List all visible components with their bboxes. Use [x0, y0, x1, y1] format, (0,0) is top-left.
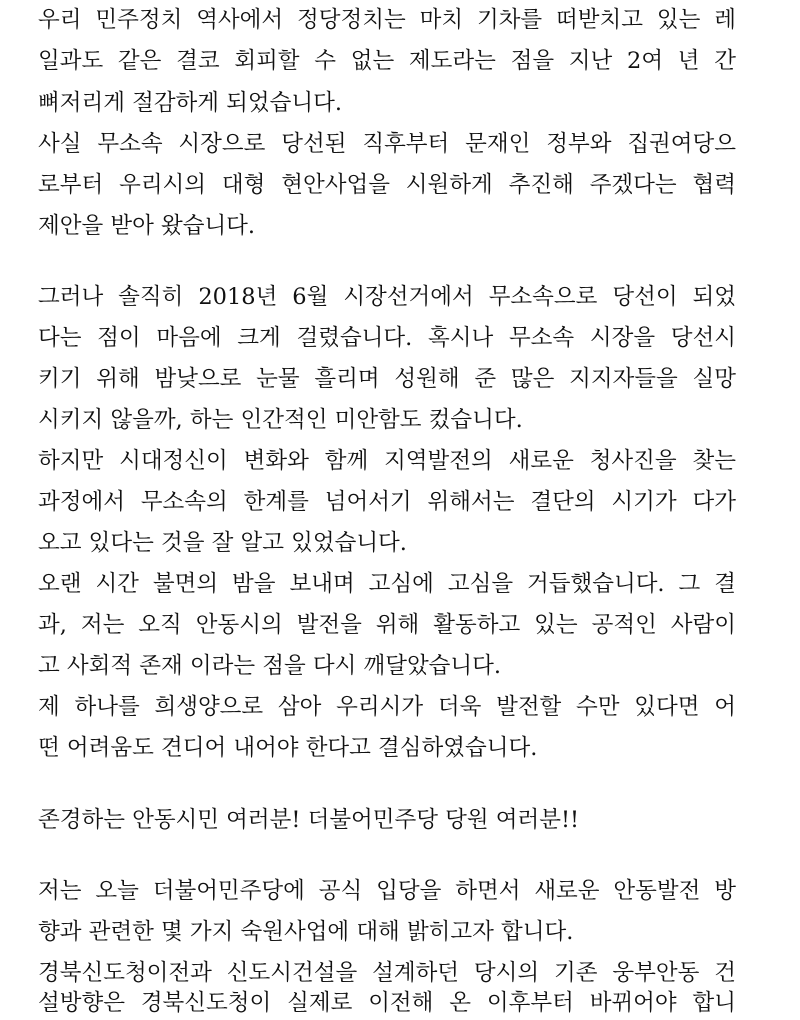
text-line: 과정에서 무소속의 한계를 넘어서기 위해서는 결단의 시기가 다가: [38, 489, 736, 515]
text-line: 존경하는 안동시민 여러분! 더불어민주당 당원 여러분!!: [38, 807, 580, 833]
text-line: 그러나 솔직히 2018년 6월 시장선거에서 무소속으로 당선이 되었: [38, 284, 736, 310]
text-line: 저는 오늘 더불어민주당에 공식 입당을 하면서 새로운 안동발전 방: [38, 878, 736, 904]
text-line: 제안을 받아 왔습니다.: [38, 213, 256, 239]
text-line: 일과도 같은 결코 회피할 수 없는 제도라는 점을 지난 2여 년 간: [38, 48, 736, 74]
text-line: 로부터 우리시의 대형 현안사업을 시원하게 추진해 주겠다는 협력: [38, 172, 736, 198]
text-line: 경북신도청이전과 신도시건설을 설계하던 당시의 기존 웅부안동 건: [38, 960, 736, 986]
text-line: 과, 저는 오직 안동시의 발전을 위해 활동하고 있는 공적인 사람이: [38, 612, 736, 638]
text-line: 시키지 않을까, 하는 인간적인 미안함도 컸습니다.: [38, 407, 523, 433]
text-line: 키기 위해 밤낮으로 눈물 흘리며 성원해 준 많은 지지자들을 실망: [38, 366, 736, 392]
text-line: 고 사회적 존재 이라는 점을 다시 깨달았습니다.: [38, 653, 502, 679]
text-line: 뼈저리게 절감하게 되었습니다.: [38, 90, 343, 116]
text-line: 설방향은 경북신도청이 실제로 이전해 온 이후부터 바뀌어야 합니: [38, 990, 736, 1016]
text-line: 향과 관련한 몇 가지 숙원사업에 대해 밝히고자 합니다.: [38, 919, 574, 945]
text-line: 떤 어려움도 견디어 내어야 한다고 결심하였습니다.: [38, 735, 538, 761]
text-line: 다는 점이 마음에 크게 걸렸습니다. 혹시나 무소속 시장을 당선시: [38, 325, 736, 351]
text-line: 제 하나를 희생양으로 삼아 우리시가 더욱 발전할 수만 있다면 어: [38, 694, 736, 720]
text-line: 오고 있다는 것을 잘 알고 있었습니다.: [38, 530, 407, 556]
text-line: 하지만 시대정신이 변화와 함께 지역발전의 새로운 청사진을 찾는: [38, 448, 736, 474]
text-line: 우리 민주정치 역사에서 정당정치는 마치 기차를 떠받치고 있는 레: [38, 7, 736, 33]
text-line: 사실 무소속 시장으로 당선된 직후부터 문재인 정부와 집권여당으: [38, 131, 736, 157]
text-line: 오랜 시간 불면의 밤을 보내며 고심에 고심을 거듭했습니다. 그 결: [38, 571, 736, 597]
